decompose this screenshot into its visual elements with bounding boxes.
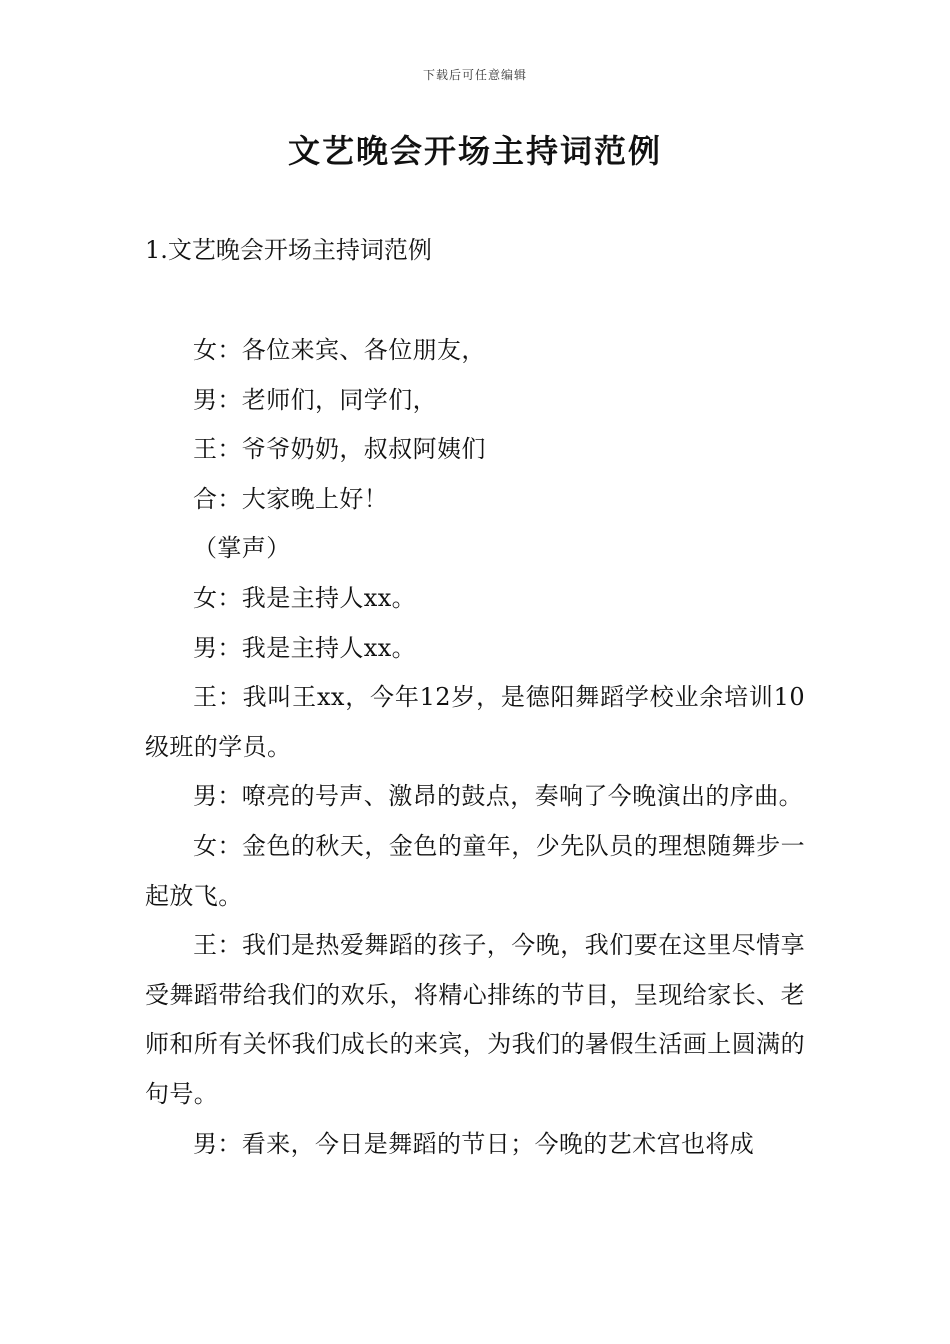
body-text <box>145 326 805 1169</box>
paragraph: 男：我是主持人xx。 <box>193 633 417 662</box>
paragraph: 王：我们是热爱舞蹈的孩子，今晚，我们要在这里尽情享受舞蹈带给我们的欢乐，将精心排练的节目，呈现给家长、老师和所有关怀我们成长的来宾，为我们的暑假生活画上圆满的句号。 <box>145 931 805 1108</box>
paragraph: 合：大家晚上好！ <box>193 484 389 513</box>
paragraph: 女：金色的秋天，金色的童年，少先队员的理想随舞步一起放飞。 <box>145 831 805 910</box>
paragraph: 男：老师们，同学们， <box>193 385 437 414</box>
paragraph: 男：嘹亮的号声、激昂的鼓点，奏响了今晚演出的序曲。 <box>193 782 803 811</box>
paragraph: 女：我是主持人xx。 <box>193 583 417 612</box>
document-title: 文艺晚会开场主持词范例 <box>287 132 662 170</box>
paragraph: 女：各位来宾、各位朋友， <box>193 336 486 364</box>
paragraph: （掌声） <box>193 534 291 563</box>
paragraph: 王：爷爷奶奶，叔叔阿姨们 <box>193 435 486 464</box>
header-note: 下载后可任意编辑 <box>422 68 527 82</box>
section-heading: 1.文艺晚会开场主持词范例 <box>145 236 432 264</box>
paragraph: 王：我叫王xx，今年12岁，是德阳舞蹈学校业余培训10级班的学员。 <box>145 683 805 761</box>
paragraph: 男：看来，今日是舞蹈的节日；今晚的艺术宫也将成 <box>193 1129 755 1158</box>
